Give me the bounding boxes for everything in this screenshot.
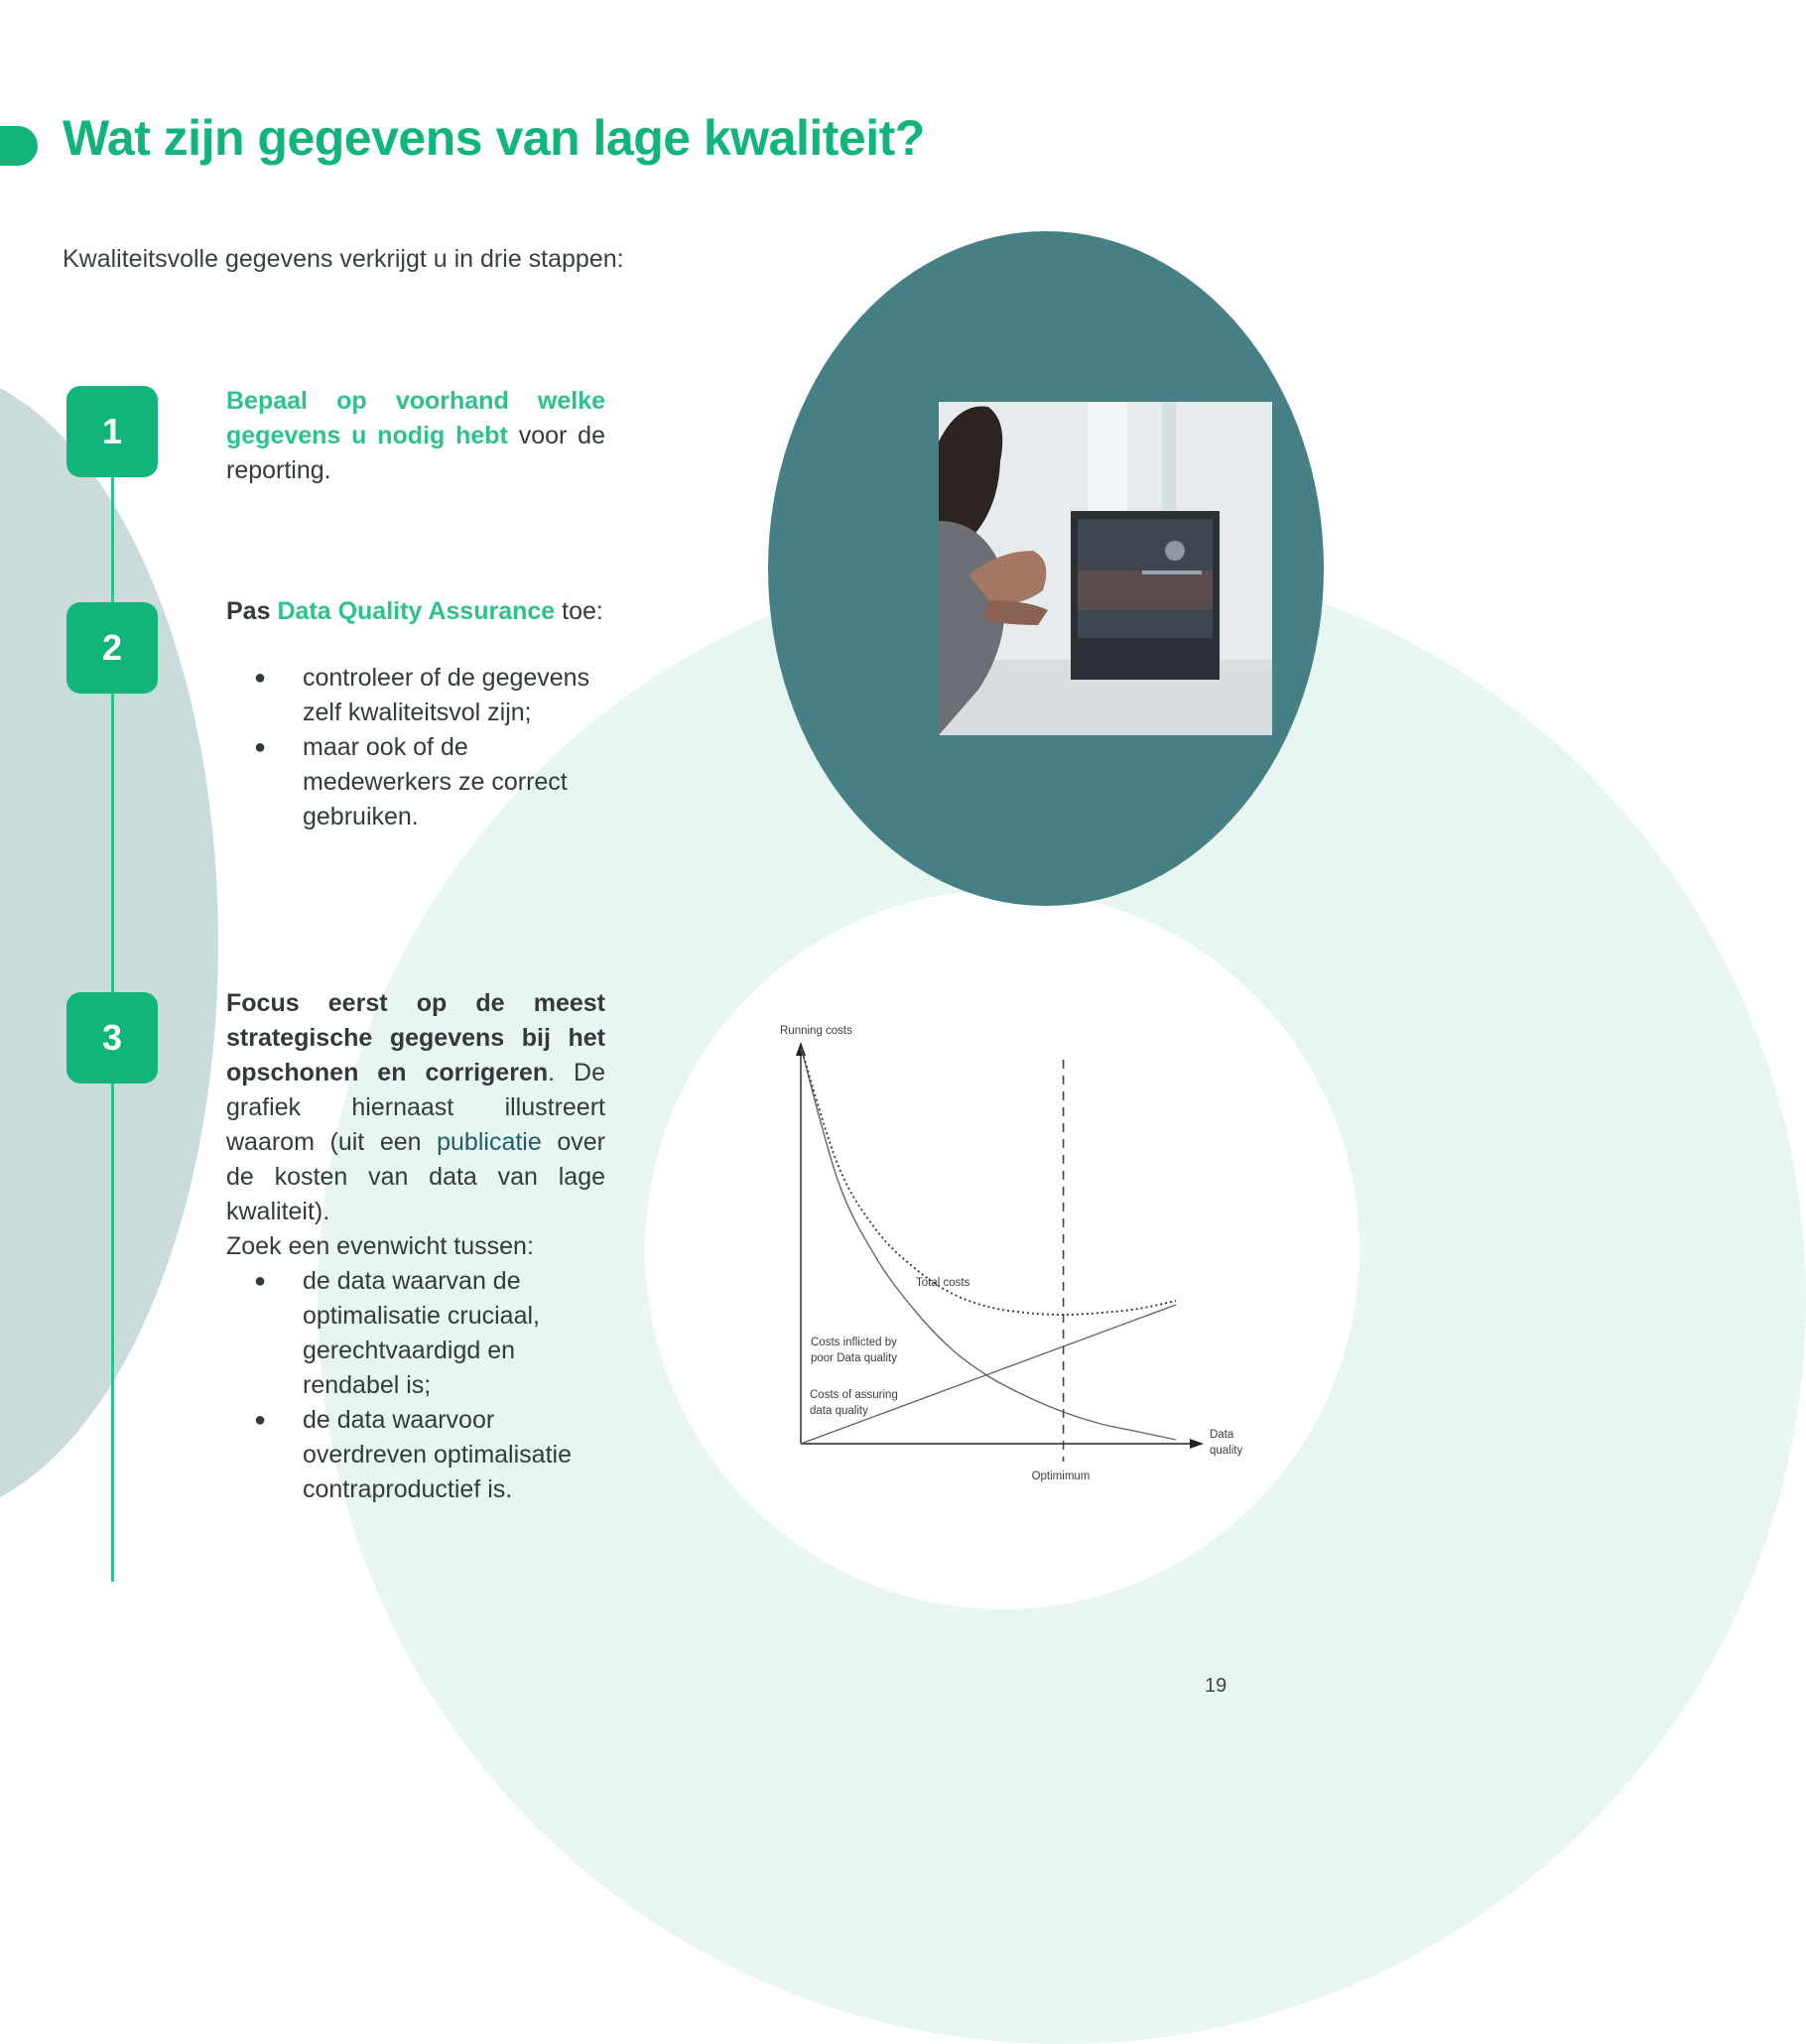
bullet-icon: ●	[254, 736, 267, 758]
y-axis-label: Running costs	[780, 1025, 852, 1037]
person-at-computer-photo	[939, 402, 1272, 735]
title-accent-tab	[0, 126, 38, 166]
background-gray-circle	[0, 367, 218, 1518]
series-line-2	[801, 1305, 1176, 1444]
step-2-bullet-list	[226, 661, 605, 834]
series-label-total: Total costs	[916, 1277, 970, 1289]
cost-quality-chart	[764, 1012, 1243, 1488]
step-2-lead: Pas	[226, 597, 278, 625]
step-1-badge: 1	[66, 386, 158, 477]
step-2-highlight: Data Quality Assurance	[277, 597, 556, 625]
list-item: ● maar ook of de medewerkers ze correct gebruiken.	[226, 730, 605, 834]
x-axis-arrow-icon	[1190, 1439, 1204, 1449]
bullet-icon: ●	[254, 1270, 267, 1292]
step-2-badge: 2	[66, 602, 158, 694]
series-line-3	[801, 1047, 1176, 1315]
list-item: ● de data waarvoor overdreven optimalisatie contraproductief is.	[226, 1403, 605, 1507]
step-3-badge: 3	[66, 992, 158, 1084]
intro-text: Kwaliteitsvolle gegevens verkrijgt u in drie stappen:	[63, 245, 624, 273]
publicatie-link[interactable]: publicatie	[437, 1128, 542, 1156]
page-title: Wat zijn gegevens van lage kwaliteit?	[63, 110, 925, 166]
step-2-rest: toe:	[555, 597, 603, 625]
step-1-rest: voor de reporting.	[226, 422, 605, 484]
step-1-text	[226, 384, 605, 488]
bullet-icon: ●	[254, 1409, 267, 1431]
list-item: ● controleer of de gegevens zelf kwaliteitsvol zijn;	[226, 661, 605, 730]
step-1-highlight: Bepaal op voorhand welke gegevens u nodig hebt	[226, 387, 605, 449]
series-label-assuring: Costs of assuring data quality	[810, 1389, 898, 1417]
step-2-text	[226, 594, 605, 834]
step-3-text	[226, 986, 605, 1507]
step-3-line2: Zoek een evenwicht tussen:	[226, 1232, 534, 1260]
list-item: ● de data waarvan de optimalisatie cruciaal, gerechtvaardigd en rendabel is;	[226, 1264, 605, 1403]
step-3-bold: Focus eerst op de meest strategische gegevens bij het opschonen en corrigeren	[226, 989, 605, 1086]
step-2-heading	[226, 594, 605, 629]
series-line-1	[801, 1047, 1176, 1440]
step-3-paragraph: Focus eerst op de meest strategische gegevens bij het opschonen en corrigeren. De grafiek hiernaast illustreert waarom (uit een publicatie over de kosten van data van lage kwaliteit).	[226, 989, 606, 1225]
x-axis-label: Data quality	[1210, 1429, 1243, 1457]
optimum-label: Optimimum	[1031, 1470, 1091, 1482]
page-number: 19	[1205, 1675, 1227, 1697]
bullet-icon: ●	[254, 667, 267, 689]
step-3-bullet-list	[226, 1264, 605, 1507]
series-label-poor-quality: Costs inflicted by poor Data quality	[811, 1337, 897, 1364]
